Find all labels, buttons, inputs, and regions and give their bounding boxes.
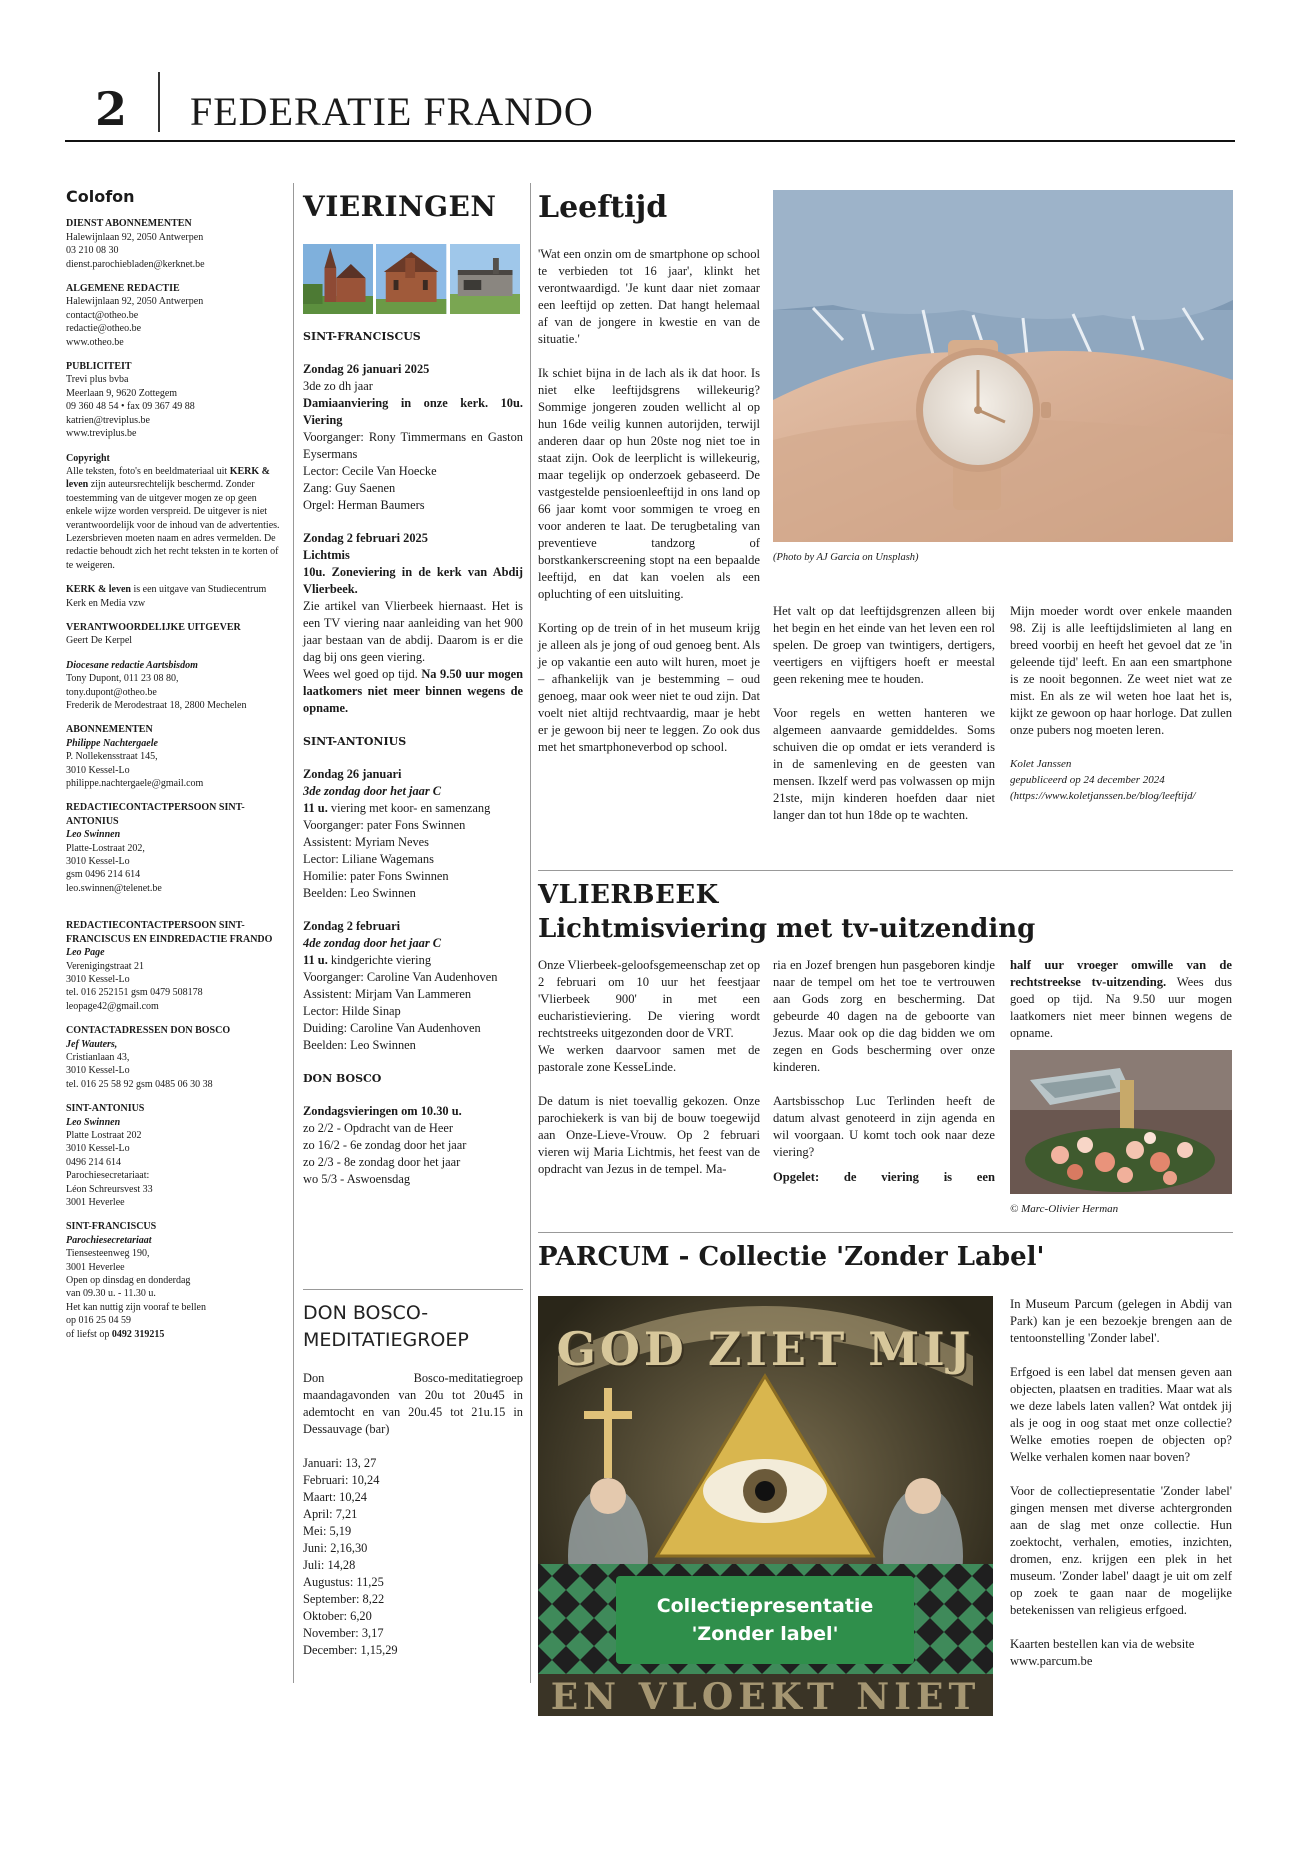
colofon-heading: REDACTIECONTACTPERSOON SINT-ANTONIUS	[66, 802, 245, 827]
masthead-separator	[158, 72, 160, 132]
vlierbeek-kicker: VLIERBEEK	[538, 880, 719, 910]
service-line: Lector: Liliane Wagemans	[303, 852, 434, 866]
article-paragraph: De datum is niet toevallig gekozen. Onze parochiekerk is van bij de bouw toegewijd aan Onze-Lieve-Vrouw. Op 2 februari vieren wij Maria Lichtmis, het feest van de opdracht van Jezus in de tempel. Ma-	[538, 1094, 760, 1176]
colofon-copyright-text	[66, 465, 281, 572]
photo-caption: © Marc-Olivier Herman	[1010, 1203, 1119, 1215]
article-notice	[1010, 957, 1232, 1042]
phone-number: 0492 319215	[111, 1328, 165, 1340]
vieringen-title: VIERINGEN	[303, 190, 497, 223]
service-line: Beelden: Leo Swinnen	[303, 886, 416, 900]
article-paragraph: Voor regels en wetten hanteren we algemeen aanvaarde gemiddeldes. Soms schuiven die op omdat er iets veranderd is in de samenleving en de geesten van mensen. Ikzelf werd pas volwassen op mijn 21ste, mijn kinderen hoefden daar niet langer dan tot hun 18de op te wachten.	[773, 706, 995, 822]
service-line: Assistent: Myriam Neves	[303, 835, 429, 849]
service-line: Homilie: pater Fons Swinnen	[303, 869, 449, 883]
meditatie-title-line: MEDITATIEGROEP	[303, 1329, 469, 1351]
colofon-line: Het kan nuttig zijn vooraf te bellen	[66, 1301, 206, 1313]
colofon-name: Philippe Nachtergaele	[66, 737, 158, 749]
colofon-line: Tony Dupont, 011 23 08 80,	[66, 673, 179, 685]
colofon-line: tel. 016 25 58 92 gsm 0485 06 30 38	[66, 1078, 213, 1090]
time-text: viering met koor- en samenzang	[327, 801, 491, 815]
service-line: wo 5/3 - Aswoensdag	[303, 1172, 411, 1186]
colofon-rcp-franciscus	[66, 919, 281, 1013]
colofon-heading: SINT-ANTONIUS	[66, 1103, 145, 1115]
meditatie-month: December: 1,15,29	[303, 1643, 398, 1657]
colofon-line: 3001 Heverlee	[66, 1197, 125, 1208]
meditatie-month: Juli: 14,28	[303, 1558, 356, 1572]
service-line: Voorganger: pater Fons Swinnen	[303, 818, 466, 832]
notice-bold: Na 9.50 uur mogen laatkomers niet meer binnen wegens de opname.	[303, 667, 524, 715]
article-paragraph: Erfgoed is een label dat mensen geven aan objecten, plaatsen en tradities. Maar wat als we deze labels laten vallen? Wat ontdek jij als je oog in oog staat met onze collectie? Welke emoties roepen de objecten op? Welke verhalen komen naar boven?	[1010, 1365, 1232, 1464]
poster-banner-line: Collectiepresentatie	[656, 1595, 874, 1617]
leeftijd-column-3	[1010, 603, 1232, 804]
meditatie-title-line: DON BOSCO-	[303, 1302, 429, 1324]
service-line: Lichtmis	[303, 548, 350, 562]
meditatie-month: April: 7,21	[303, 1507, 358, 1521]
colofon-heading: ABONNEMENTEN	[66, 724, 153, 736]
vlierbeek-title: Lichtmisviering met tv-uitzending	[538, 914, 1036, 944]
colofon-title: Colofon	[66, 187, 135, 206]
church-photo	[376, 244, 446, 314]
colofon-line: tel. 016 252151 gsm 0479 508178	[66, 987, 203, 999]
colofon-heading: SINT-FRANCISCUS	[66, 1221, 157, 1233]
colofon-heading: ALGEMENE REDACTIE	[66, 283, 180, 295]
colofon-diocesane	[66, 659, 281, 713]
meditatie-month: Februari: 10,24	[303, 1473, 380, 1487]
colofon-email[interactable]: leo.swinnen@telenet.be	[66, 882, 162, 894]
colofon-line: 3010 Kessel-Lo	[66, 973, 130, 985]
meditatie-month: Juni: 2,16,30	[303, 1541, 368, 1555]
service-text: Zie artikel van Vlierbeek hiernaast. Het is een TV viering naar aanleiding van het 900 jaar bestaan van de abdij. Daarom is er die dag bij ons geen viering.	[303, 599, 523, 664]
article-notice: Opgelet: de viering is een	[773, 1170, 995, 1184]
section-rule	[303, 1289, 523, 1290]
colofon-line: Parochiesecretariaat:	[66, 1170, 150, 1182]
colofon-line: Trevi plus bvba	[66, 374, 129, 386]
article-paragraph: Korting op de trein of in het museum krijg je alleen als je jong of oud genoeg bent. Als je op vakantie een auto wilt huren, moet je – afhankelijk van je bestemming – oud genoeg, maar ook weer niet te oud zijn. Dat voelt niet altijd rechtvaardig, maar je hebt er je gewoon bij neer te leggen. Zo ook dus met het smartphoneverbod op school.	[538, 621, 760, 754]
article-paragraph: Onze Vlierbeek-geloofsgemeenschap zet op 2 februari om 10 uur het feestjaar 'Vlierbeek 900' in met een eucharistieviering. De viering wordt rechtstreeks uitgezonden door de VRT.	[538, 958, 760, 1040]
article-signature	[1010, 756, 1232, 804]
service-highlight: Damiaanviering in onze kerk. 10u. Viering	[303, 396, 523, 427]
time-bold: 11 u.	[303, 953, 328, 967]
notice-text: Wees wel goed op tijd.	[303, 667, 422, 681]
colofon-contact-antonius	[66, 1102, 281, 1209]
article-paragraph: We werken daarvoor samen met de pastorale zone KesseLinde.	[538, 1043, 760, 1074]
service-line: Voorganger: Rony Timmermans en Gaston Eysermans	[303, 430, 523, 461]
colofon-line: 3010 Kessel-Lo	[66, 1065, 130, 1077]
service-date: Zondag 2 februari 2025	[303, 531, 428, 545]
column-rule	[530, 183, 531, 1683]
section-rule	[538, 870, 1233, 871]
service-line: Lector: Hilde Sinap	[303, 1004, 401, 1018]
service-notice	[303, 666, 523, 717]
colofon-email[interactable]: philippe.nachtergaele@gmail.com	[66, 778, 204, 790]
article-paragraph: Ik schiet bijna in de lach als ik dat hoor. Is niet elke leeftijdsgrens willekeurig? Sommige jongeren zouden wellicht al op hun 16de veilig kunnen autorijden, terwijl anderen daar op hun 20ste nog niet toe in staat zijn. Ook de leerplicht is willekeurig, maar tegelijk op onderzoek gebaseerd. De vastgestelde pensioenleeftijd in ons land op 66 jaar komt voor sommigen te vroeg en voor anderen te laat. De terugbetaling van preventieve tandzorg of borstkankerscreening stopt na een bepaalde leeftijd, en dat kan voelen als een opluchting of een uitsluiting.	[538, 366, 760, 601]
poster-banner	[616, 1576, 914, 1664]
colofon-heading: VERANTWOORDELIJKE UITGEVER	[66, 621, 241, 633]
service-date: Zondag 26 januari	[303, 767, 402, 781]
vieringen-body	[303, 328, 523, 1188]
section-rule	[538, 1232, 1233, 1233]
article-paragraph: Het valt op dat leeftijdsgrenzen alleen bij het begin en het einde van het leven een rol spelen. De groep van twintigers, dertigers, veertigers en vijftigers hoeft er meestal geen rekening mee te houden.	[773, 604, 995, 686]
meditatie-month: Januari: 13, 27	[303, 1456, 377, 1470]
time-bold: 11 u.	[303, 801, 328, 815]
article-closing[interactable]: Kaarten bestellen kan via de website www.parcum.be	[1010, 1637, 1195, 1668]
photo-caption: (Photo by AJ Garcia on Unsplash)	[773, 552, 919, 563]
service-date: Zondag 2 februari	[303, 919, 401, 933]
meditatie-body	[303, 1370, 523, 1659]
colofon-abonnementen2	[66, 723, 281, 790]
meditatie-intro: Don Bosco-meditatiegroep maandagavonden van 20u tot 20u45 in ademtocht en van 20u.45 tot 21u.15 in Dessauvage (bar)	[303, 1371, 523, 1436]
colofon	[66, 187, 281, 1352]
service-line: Assistent: Mirjam Van Lammeren	[303, 987, 472, 1001]
article-paragraph: Voor de collectiepresentatie 'Zonder label' gingen mensen met diverse achtergronden aan de slag met onze collectie. Hun zoektocht, verhalen, emoties, inzichten, dromen, enz. krijgen een plek in het museum. 'Zonder label' daagt je uit om zelf op zoek te gaan naar de mogelijke betekenissen van religieus erfgoed.	[1010, 1484, 1232, 1617]
published-note[interactable]: gepubliceerd op 24 december 2024 (https://www.koletjanssen.be/blog/leeftijd/	[1010, 774, 1196, 802]
colofon-heading: Copyright	[66, 452, 110, 464]
colofon-rcp-antonius	[66, 801, 281, 895]
colofon-text: Alle teksten, foto's en beeldmateriaal uit	[66, 465, 230, 477]
colofon-heading: PUBLICITEIT	[66, 361, 132, 373]
colofon-link[interactable]: www.otheo.be	[66, 336, 124, 348]
colofon-vu	[66, 621, 281, 648]
service-line: Voorganger: Caroline Van Audenhoven	[303, 970, 498, 984]
service-line: zo 16/2 - 6e zondag door het jaar	[303, 1138, 467, 1152]
service-line: Beelden: Leo Swinnen	[303, 1038, 416, 1052]
colofon-heading: REDACTIECONTACTPERSOON SINT-FRANCISCUS EN EINDREDACTIE FRANDO	[66, 920, 273, 945]
colofon-line: Platte-Lostraat 202,	[66, 842, 145, 854]
church-heading: SINT-ANTONIUS	[303, 735, 407, 748]
colofon-name: Jef Wauters,	[66, 1038, 118, 1050]
meditatie-month: November: 3,17	[303, 1626, 384, 1640]
church-photo	[303, 244, 373, 314]
colofon-line: Open op dinsdag en donderdag	[66, 1275, 191, 1287]
colofon-line: Meerlaan 9, 9620 Zottegem	[66, 387, 178, 399]
colofon-line: 3010 Kessel-Lo	[66, 1143, 130, 1155]
colofon-line: P. Nollekensstraat 145,	[66, 751, 158, 763]
meditatie-month: Maart: 10,24	[303, 1490, 368, 1504]
author-name: Kolet Janssen	[1010, 758, 1072, 770]
meditatie-title	[303, 1300, 523, 1354]
colofon-text: is een uitgave van Studiecentrum Kerk en Media vzw	[66, 584, 267, 609]
poster-banner-line: 'Zonder label'	[691, 1623, 839, 1645]
colofon-email[interactable]: tony.dupont@otheo.be	[66, 686, 157, 698]
article-paragraph: In Museum Parcum (gelegen in Abdij van Park) kan je een bezoekje brengen aan de tentoonstelling 'Zonder label'.	[1010, 1297, 1232, 1345]
service-highlight: 10u. Zoneviering in de kerk van Abdij Vlierbeek.	[303, 565, 523, 596]
colofon-line: Tiensesteenweg 190,	[66, 1248, 150, 1260]
poster-top-text: GOD ZIET MIJ	[556, 1322, 975, 1376]
notice-bold: half uur vroeger omwille van de rechtstreekse tv-uitzending.	[1010, 958, 1232, 989]
parcum-column	[1010, 1296, 1232, 1670]
notice-text: Wees dus goed op tijd. Na 9.50 uur mogen laatkomers niet meer binnen wegens de opname.	[1010, 975, 1232, 1040]
article-paragraph: ria en Jozef brengen hun pasgeboren kindje naar de tempel om het toe te vertrouwen aan Gods zorg en bescherming. Dat gebeurde 40 dagen na de geboorte van Jezus. Maar ook op die dag bidden we om zegen en Gods bescherming over onze kinderen.	[773, 958, 995, 1074]
leeftijd-column-1	[538, 246, 760, 756]
service-highlight: Zondagsvieringen om 10.30 u.	[303, 1104, 462, 1118]
watch-photo	[773, 190, 1233, 542]
colofon-line: gsm 0496 214 614	[66, 869, 141, 881]
colofon-line: op 016 25 04 59	[66, 1315, 131, 1327]
colofon-line: Platte Lostraat 202	[66, 1129, 142, 1141]
service-sub: 3de zondag door het jaar C	[303, 784, 442, 798]
leeftijd-column-2	[773, 603, 995, 824]
colofon-line: 3010 Kessel-Lo	[66, 764, 130, 776]
colofon-line: van 09.30 u. - 11.30 u.	[66, 1288, 156, 1300]
colofon-line: 3010 Kessel-Lo	[66, 856, 130, 868]
article-paragraph: Aartsbisschop Luc Terlinden heeft de datum alvast genoteerd in zijn agenda en wil voorgaan. U komt toch ook naar deze viering?	[773, 1094, 995, 1159]
exhibition-poster	[538, 1296, 993, 1716]
colofon-link[interactable]: www.treviplus.be	[66, 428, 137, 440]
colofon-copyright	[66, 452, 281, 573]
colofon-email[interactable]: leopage42@gmail.com	[66, 1000, 159, 1012]
colofon-line: 03 210 08 30	[66, 245, 119, 257]
meditatie-month: September: 8,22	[303, 1592, 385, 1606]
service-line: Lector: Cecile Van Hoecke	[303, 464, 437, 478]
colofon-email[interactable]: dienst.parochiebladen@kerknet.be	[66, 258, 205, 270]
service-date: Zondag 26 januari 2025	[303, 362, 430, 376]
colofon-email[interactable]: contact@otheo.be	[66, 309, 139, 321]
colofon-publiciteit	[66, 360, 281, 440]
colofon-line: Geert De Kerpel	[66, 635, 133, 647]
parcum-title: PARCUM - Collectie 'Zonder Label'	[538, 1242, 1045, 1272]
service-line: Duiding: Caroline Van Audenhoven	[303, 1021, 481, 1035]
church-heading: DON BOSCO	[303, 1072, 382, 1085]
colofon-line: Verenigingstraat 21	[66, 960, 145, 972]
brand-name: KERK & leven	[66, 584, 131, 596]
flowers-photo	[1010, 1050, 1232, 1194]
colofon-heading: Diocesane redactie Aartsbisdom	[66, 659, 198, 671]
vlierbeek-column-2	[773, 957, 995, 1186]
colofon-text: of liefst op	[66, 1328, 112, 1340]
colofon-contact-franciscus	[66, 1220, 281, 1341]
brand-name: KERK & leven	[66, 465, 270, 491]
colofon-name: Parochiesecretariaat	[66, 1234, 152, 1246]
service-line: Orgel: Herman Baumers	[303, 498, 425, 512]
church-photo	[450, 244, 520, 314]
colofon-line: 09 360 48 54 • fax 09 367 49 88	[66, 401, 195, 413]
church-photos	[303, 244, 520, 314]
poster-bottom-text: EN VLOEKT NIET	[550, 1676, 981, 1716]
colofon-text: zijn auteursrechtelijk beschermd. Zonder toestemming van de uitgever mogen ze op geen enkele wijze worden verspreid. De uitgever is niet verantwoordelijk voor de inhoud van de advertenties. Lezersbrieven moeten naam en adres vermelden. De redactie behoudt zich het recht teksten in te korten of te weigeren.	[66, 479, 280, 571]
church-heading: SINT-FRANCISCUS	[303, 330, 421, 343]
meditatie-month: Augustus: 11,25	[303, 1575, 384, 1589]
time-text: kindgerichte viering	[327, 953, 432, 967]
colofon-name: Leo Swinnen	[66, 1116, 121, 1128]
colofon-name: Leo Swinnen	[66, 829, 121, 841]
service-line: zo 2/3 - 8e zondag door het jaar	[303, 1155, 461, 1169]
colofon-line: Frederik de Merodestraat 18, 2800 Mechelen	[66, 700, 247, 711]
colofon-line: Léon Schreursvest 33	[66, 1183, 153, 1195]
colofon-line: 3001 Heverlee	[66, 1261, 125, 1273]
leeftijd-title: Leeftijd	[538, 190, 668, 225]
service-time	[303, 952, 523, 969]
colofon-abonnementen	[66, 217, 281, 271]
meditatie-month: Oktober: 6,20	[303, 1609, 372, 1623]
service-line: 3de zo dh jaar	[303, 379, 373, 393]
colofon-line	[66, 1328, 281, 1341]
colofon-line: 0496 214 614	[66, 1156, 121, 1168]
colofon-line: Cristianlaan 43,	[66, 1051, 130, 1063]
vlierbeek-column-1	[538, 957, 760, 1178]
colofon-heading: CONTACTADRESSEN DON BOSCO	[66, 1025, 231, 1037]
vlierbeek-column-3	[1010, 957, 1232, 1042]
colofon-uitgave	[66, 583, 281, 610]
masthead-rule	[65, 140, 1235, 142]
colofon-contact-bosco	[66, 1024, 281, 1091]
column-rule	[293, 183, 294, 1683]
service-time	[303, 800, 523, 817]
page-number: 2	[95, 82, 128, 136]
service-sub: 4de zondag door het jaar C	[303, 936, 442, 950]
colofon-redactie	[66, 282, 281, 349]
article-paragraph: Mijn moeder wordt over enkele maanden 98. Zij is alle leeftijdslimieten al lang en breed voorbij en heeft het gevoel dat ze 'in geleende tijd' leeft. En aan een smartphone is ze nooit begonnen. Ze weet niet wat ze mist. En als ze wil weten hoe laat het is, kijkt ze gewoon op haar horloge. Dat zullen onze pubers nog moeten leren.	[1010, 604, 1232, 737]
colofon-email[interactable]: katrien@treviplus.be	[66, 414, 150, 426]
service-line: Zang: Guy Saenen	[303, 481, 396, 495]
meditatie-month: Mei: 5,19	[303, 1524, 352, 1538]
colofon-line: Halewijnlaan 92, 2050 Antwerpen	[66, 296, 204, 308]
colofon-name: Leo Page	[66, 947, 105, 959]
colofon-line: Halewijnlaan 92, 2050 Antwerpen	[66, 231, 204, 243]
colofon-heading: DIENST ABONNEMENTEN	[66, 218, 192, 230]
masthead-title: FEDERATIE FRANDO	[190, 89, 594, 134]
service-line: zo 2/2 - Opdracht van de Heer	[303, 1121, 454, 1135]
colofon-email[interactable]: redactie@otheo.be	[66, 323, 142, 335]
article-paragraph: 'Wat een onzin om de smartphone op school te verbieden tot 16 jaar', klinkt het verontwaardigd. 'Je kunt daar niet zomaar een leeftijd op zetten. Dat hangt helemaal af van de jongere in kwestie en van de situatie.'	[538, 247, 760, 346]
